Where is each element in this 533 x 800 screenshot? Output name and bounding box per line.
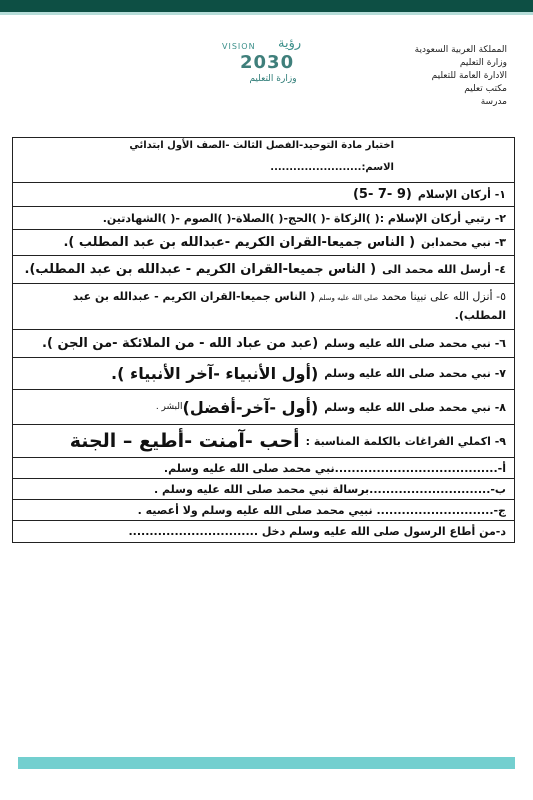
school-label: مدرسة [480, 97, 507, 107]
exam-header-row [13, 138, 514, 183]
question-5 [13, 284, 514, 330]
kingdom-label: المملكة العربية السعودية [414, 45, 507, 55]
ministry-header [367, 44, 507, 109]
question-9 [13, 425, 514, 458]
question-6 [13, 330, 514, 358]
blank-c [13, 500, 514, 521]
office-label: مكتب تعليم [464, 84, 507, 94]
q8-text: ٨- نبي محمد صلى الله عليه وسلم [324, 400, 506, 414]
q1-text: ١- أركان الإسلام [417, 188, 506, 201]
q3-options[interactable]: ( الناس جميعا-القران الكريم -عبدالله بن عبد المطلب ). [63, 235, 416, 250]
exam-sheet [12, 137, 515, 543]
logo-moe-text: وزارة التعليم [249, 74, 297, 84]
question-7 [13, 358, 514, 390]
blank-d [13, 521, 514, 542]
logo-year-text: 2030 [240, 52, 295, 73]
student-name-field[interactable]: الاسم:........................ [270, 162, 394, 173]
blank-d-text[interactable]: د-من أطاع الرسول صلى الله عليه وسلم دخل ............................... [128, 525, 506, 538]
admin-label: الادارة العامة للتعليم [431, 71, 507, 81]
top-decorative-band [0, 0, 533, 12]
blank-a [13, 458, 514, 479]
logo-vision-text: VISION [222, 42, 256, 51]
q4-options[interactable]: ( الناس جميعا-القران الكريم - عبدالله بن عبد المطلب). [24, 262, 377, 277]
exam-title: اختبار مادة التوحيد-الفصل الثالث -الصف الأول ابتدائي [129, 140, 394, 151]
question-8 [13, 390, 514, 425]
q4-text: ٤- أرسل الله محمد الى [382, 263, 506, 276]
q8-options[interactable]: (أول -آخر-أفضل) [182, 397, 319, 417]
q7-text: ٧- نبي محمد صلى الله عليه وسلم [324, 367, 506, 380]
q9-word-bank: أحب -آمنت -أطيع – الجنة [69, 430, 300, 452]
q1-options[interactable]: (9 -7 -5) [352, 187, 412, 202]
bottom-decorative-band [18, 757, 515, 769]
q3-text: ٣- نبي محمدابن [421, 236, 506, 249]
q5-pbuh: صلى الله عليه وسلم [318, 294, 379, 302]
question-1 [13, 183, 514, 207]
q8-suffix: البشر . [155, 402, 183, 412]
q9-text: ٩- اكملي الفراغات بالكلمة المناسبة : [305, 434, 506, 448]
question-2 [13, 207, 514, 230]
ministry-label: وزارة التعليم [459, 58, 507, 68]
question-3 [13, 230, 514, 256]
logo-ruya-text: رؤية [278, 36, 302, 51]
blank-a-text[interactable]: أ-.......................................نبي محمد صلى الله عليه وسلم. [163, 461, 506, 475]
blank-b [13, 479, 514, 500]
q5-options[interactable]: ( الناس جميعا-القران الكريم - عبدالله بن عبد المطلب). [72, 290, 506, 322]
q6-options[interactable]: (عبد من عباد الله - من الملائكة -من الجن ). [42, 336, 319, 351]
blank-c-text[interactable]: ج-............................ نبيي محمد صلى الله عليه وسلم ولا أعصيه . [137, 503, 506, 517]
question-4 [13, 256, 514, 284]
vision-2030-logo [218, 28, 328, 86]
q5-text: ٥- أنزل الله على نبينا محمد [381, 290, 506, 303]
q7-options[interactable]: (أول الأنبياء -آخر الأنبياء ). [111, 364, 319, 383]
blank-b-text[interactable]: ب-.............................برسالة نبي محمد صلى الله عليه وسلم . [154, 482, 506, 496]
q2-text[interactable]: ٢- رتبي أركان الإسلام :( )الزكاة -( )الحج-( )الصلاة-( )الصوم -( )الشهادتين. [102, 211, 506, 225]
q6-text: ٦- نبي محمد صلى الله عليه وسلم [324, 337, 506, 350]
